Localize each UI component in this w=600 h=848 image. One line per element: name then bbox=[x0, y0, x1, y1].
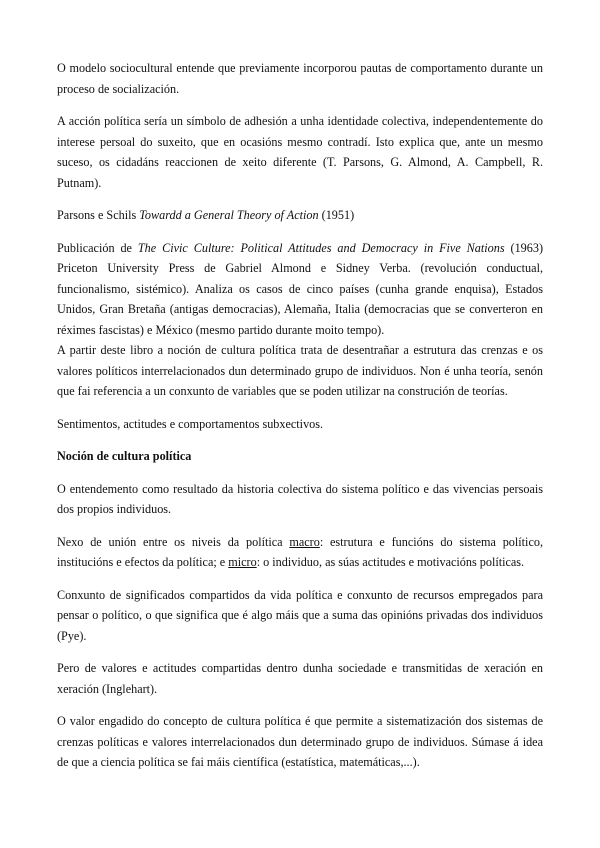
macro-term: macro bbox=[289, 534, 320, 549]
paragraph-pye: Conxunto de significados compartidos da vida política e conxunto de recursos empregados para pensar o político, o que significa que é algo máis que a suma das opinións privadas dos individuos (Pye). bbox=[57, 587, 543, 643]
parsons-book-title: Towardd a General Theory of Action bbox=[139, 208, 319, 222]
paragraph-socialization: O modelo sociocultural entende que previamente incorporou pautas de comportamento durante un proceso de socialización. bbox=[57, 61, 543, 96]
paragraph-political-action: A acción política sería un símbolo de adhesión a unha identidade colectiva, independentemente do interese persoal do suxeito, que en ocasións mesmo contradí. Isto explica que, ante un mesmo suceso, os cidadáns reaccionen de xeito diferente (T. Parsons, G. Almond, A. Campbell, R. Putnam). bbox=[57, 114, 543, 190]
paragraph-parsons-schils bbox=[57, 205, 543, 226]
paragraph-civic-culture bbox=[57, 238, 543, 341]
civic-culture-body: (1963) Priceton University Press de Gabriel Almond e Sidney Verba. (revolución conductual, funcionalismo, sistémico). Analiza os casos de cinco países (cunha grande enquisa), Estados Unidos, Gran Bretaña (antigas democracias), Alemaña, Italia (democracias que se converteron en réximes fascistas) e México (mesmo partido durante moito tempo). bbox=[57, 240, 544, 337]
micro-term: micro bbox=[228, 555, 257, 569]
paragraph-book-influence: A partir deste libro a noción de cultura política trata de desentrañar a estrutura das crenzas e os valores políticos interrelacionados dun determinado grupo de individuos. Non é unha teoría, senón que fai referencia a un conxunto de variables que se poden utilizar na construción de teorías. bbox=[57, 343, 543, 398]
document-page bbox=[57, 58, 543, 785]
paragraph-inglehart: Pero de valores e actitudes compartidas dentro dunha sociedade e transmitidas de xeración en xeración (Inglehart). bbox=[57, 661, 543, 696]
section-heading: Noción de cultura política bbox=[57, 449, 192, 463]
civic-culture-intro: Publicación de bbox=[57, 240, 138, 255]
micro-description: : o individuo, as súas actitudes e motivacións políticas. bbox=[256, 555, 525, 569]
paragraph-feelings: Sentimentos, actitudes e comportamentos subxectivos. bbox=[57, 416, 324, 431]
parsons-year: (1951) bbox=[318, 208, 355, 222]
civic-culture-title: The Civic Culture: Political Attitudes and Democracy in Five Nations bbox=[137, 240, 505, 255]
paragraph-macro-micro bbox=[57, 532, 543, 573]
paragraph-added-value: O valor engadido do concepto de cultura política é que permite a sistematización dos sistemas de crenzas políticas e valores interrelacionados dun determinado grupo de individuos. Súmase á idea de que a ciencia política se fai máis científica (estatística, matemáticas,...). bbox=[57, 714, 543, 769]
nexus-text: Nexo de unión entre os niveis da política bbox=[57, 534, 290, 549]
paragraph-understanding: O entendemento como resultado da historia colectiva do sistema político e das vivencias persoais dos propios individuos. bbox=[57, 481, 543, 516]
macro-description: : estrutura e funcións do sistema político, institucións e efectos da política; e bbox=[57, 534, 543, 569]
parsons-text: Parsons e Schils bbox=[57, 208, 140, 222]
